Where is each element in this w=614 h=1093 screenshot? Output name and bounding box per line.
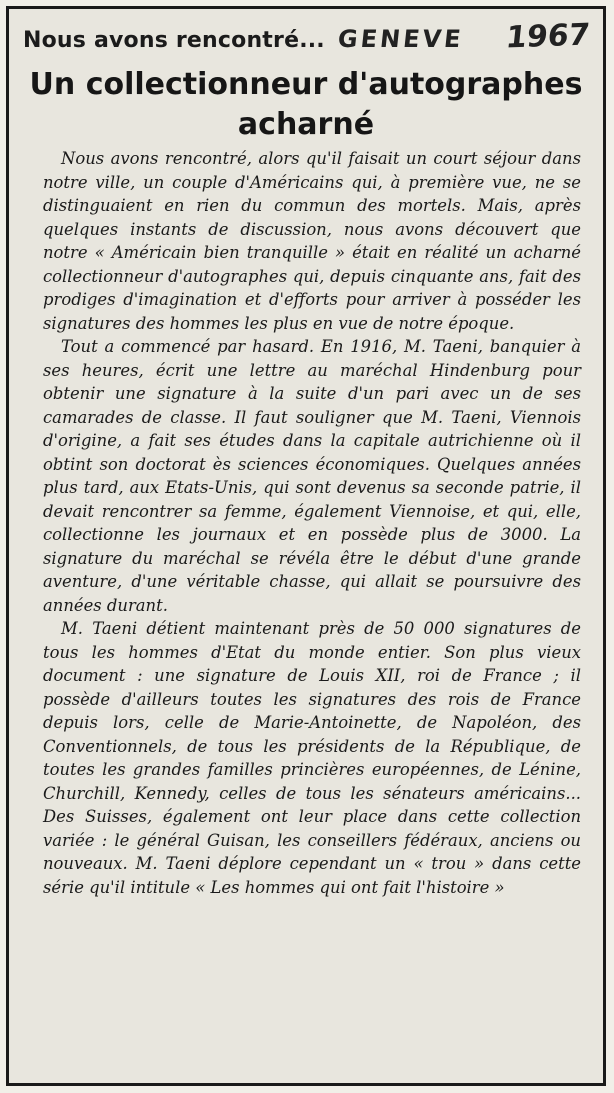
article-paragraph: Nous avons rencontré, alors qu'il faisait un court séjour dans notre ville, un couple d'Américains qui, à première vue, ne se distinguaient en rien du commun des mortels. Mais, après quelques instants de discussion, nous avons découvert que notre « Américain bien tranquille » était en réalité un acharné collectionneur d'autographes qui, depuis cinquante ans, fait des prodiges d'imagination et d'efforts pour arriver à posséder les signatures des hommes les plus en vue de notre époque.	[43, 149, 581, 333]
headline-line-2: acharné	[237, 107, 375, 142]
article-paragraph: Tout a commencé par hasard. En 1916, M. Taeni, banquier à ses heures, écrit une lettre au maréchal Hindenburg pour obtenir une signature à la suite d'un pari avec un de ses camarades de classe. Il faut souligner que M. Taeni, Viennois d'origine, a fait ses études dans la capitale autrichienne où il obtint son doctorat ès sciences économiques. Quelques années plus tard, aux Etats-Unis, qui sont devenus sa seconde patrie, il devait rencontrer sa femme, également Viennoise, et qui, elle, collectionne les journaux et en possède plus de 3000. La signature du maréchal se révéla être le début d'une grande aventure, d'une véritable chasse, qui allait se poursuivre des années durant.	[43, 337, 581, 615]
newspaper-clipping	[6, 6, 606, 1086]
article-paragraph: M. Taeni détient maintenant près de 50 000 signatures de tous les hommes d'Etat du monde entier. Son plus vieux document : une signature de Louis XII, roi de France ; il possède d'ailleurs toutes les signatures des rois de France depuis lors, celle de Marie-Antoinette, de Napoléon, des Conventionnels, de tous les présidents de la République, de toutes les grandes familles princières européennes, de Lénine, Churchill, Kennedy, celles de tous les sénateurs américains... Des Suisses, également ont leur place dans cette collection variée : le général Guisan, les conseillers fédéraux, anciens ou nouveaux. M. Taeni déplore cependant un « trou » dans cette série qu'il intitule « Les hommes qui ont fait l'histoire »	[43, 619, 581, 897]
article-headline	[29, 65, 583, 145]
handwritten-city-note: GENEVE	[336, 25, 465, 53]
handwritten-year-note: 1967	[503, 17, 591, 56]
headline-line-1: Un collectionneur d'autographes	[29, 67, 583, 102]
clipping-header	[23, 17, 593, 65]
kicker-text: Nous avons rencontré...	[23, 28, 325, 53]
article-body	[43, 147, 581, 899]
